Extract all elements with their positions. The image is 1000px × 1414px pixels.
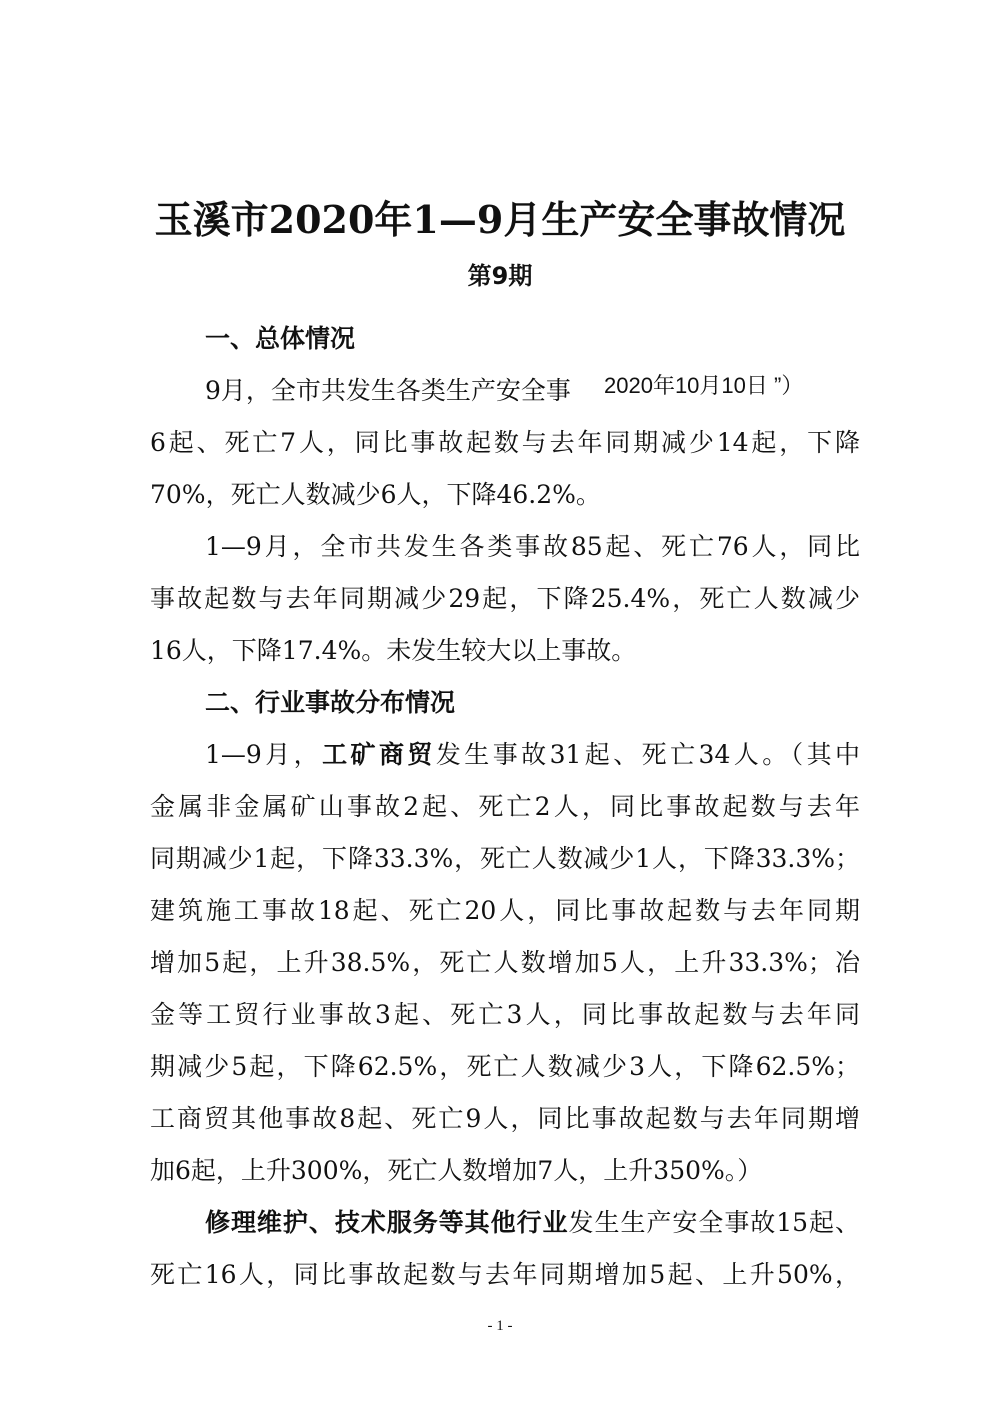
- paragraph-line: 6起、死亡7人，同比事故起数与去年同期减少14起，下降: [150, 428, 860, 457]
- paragraph-line: 建筑施工事故18起、死亡20人，同比事故起数与去年同期: [150, 896, 860, 925]
- date-stamp: 2020年10月10日 ”）: [600, 368, 807, 404]
- paragraph-line: 70%，死亡人数减少6人，下降46.2%。: [150, 480, 601, 509]
- paragraph-line: [205, 729, 860, 781]
- paragraph-line: [205, 1197, 860, 1249]
- issue-number: 第9期: [467, 262, 533, 290]
- section-heading-industry: 二、行业事故分布情况: [205, 688, 456, 717]
- section-heading-overview: 一、总体情况: [205, 324, 356, 353]
- page-number: - 1 -: [487, 1318, 513, 1334]
- paragraph-line: 加6起，上升300%，死亡人数增加7人，上升350%。）: [150, 1156, 763, 1185]
- paragraph-line: 同期减少1起，下降33.3%，死亡人数减少1人，下降33.3%；: [150, 844, 860, 873]
- industry-emphasis-mining-trade: 工矿商贸: [322, 740, 436, 769]
- paragraph-lead: 1—9月，: [205, 740, 323, 769]
- paragraph-line: 9月，全市共发生各类生产安全事: [205, 376, 571, 405]
- industry-emphasis-other: 修理维护、技术服务等其他行业: [205, 1208, 569, 1237]
- paragraph-line: 死亡16人，同比事故起数与去年同期增加5起、上升50%，: [150, 1260, 860, 1289]
- paragraph-text: 发生生产安全事故15起、: [568, 1208, 860, 1237]
- paragraph-line: 金等工贸行业事故3起、死亡3人，同比事故起数与去年同: [150, 1000, 860, 1029]
- paragraph-text: 发生事故31起、死亡34人。（其中: [435, 740, 860, 769]
- paragraph-line: 工商贸其他事故8起、死亡9人，同比事故起数与去年同期增: [150, 1104, 860, 1133]
- document-title: 玉溪市2020年1—9月生产安全事故情况: [154, 197, 846, 242]
- paragraph-line: 金属非金属矿山事故2起、死亡2人，同比事故起数与去年: [150, 792, 860, 821]
- paragraph-line: 事故起数与去年同期减少29起，下降25.4%，死亡人数减少: [150, 584, 860, 613]
- paragraph-line: 16人，下降17.4%。未发生较大以上事故。: [150, 636, 637, 665]
- paragraph-line: 增加5起，上升38.5%，死亡人数增加5人，上升33.3%；冶: [150, 948, 860, 977]
- paragraph-line: 期减少5起，下降62.5%，死亡人数减少3人，下降62.5%；: [150, 1052, 860, 1081]
- paragraph-line: 1—9月，全市共发生各类事故85起、死亡76人，同比: [205, 532, 860, 561]
